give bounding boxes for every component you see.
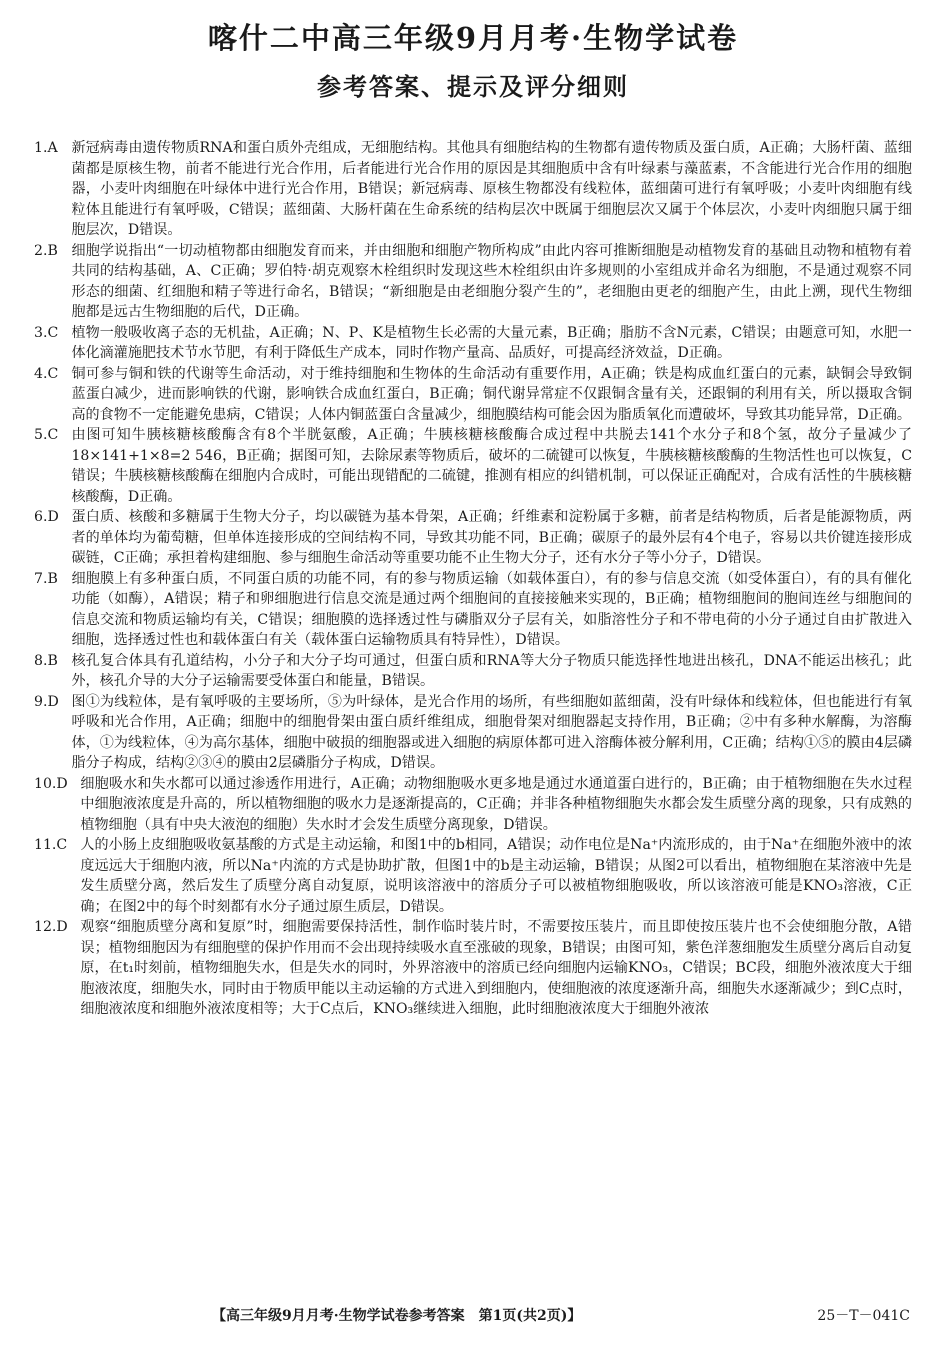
answer-item <box>34 507 912 569</box>
answer-choice: C <box>56 837 68 853</box>
answer-number: 3. <box>34 324 48 341</box>
answer-number: 6. <box>34 509 48 525</box>
answer-explanation: 新冠病毒由遗传物质RNA和蛋白质外壳组成，无细胞结构。其他具有细胞结构的生物都有遗传物质及蛋白质，A正确；大肠杆菌、蓝细菌都是原核生物，前者不能进行光合作用，后者能进行光合作用的原因是其细胞质中含有叶绿素与藻蓝素，不含能进行光合作用的细胞器，小麦叶肉细胞在叶绿体中进行光合作用，B错误；新冠病毒、原核生物都没有线粒体，蓝细菌可进行有氧呼吸；小麦叶肉细胞有线粒体且能进行有氧呼吸，C错误；蓝细菌、大肠杆菌在生命系统的结构层次中既属于细胞层次又属于个体层次，小麦叶肉细胞只属于细胞层次，D错误。 <box>71 140 912 238</box>
answer-number: 5. <box>34 427 48 443</box>
footer-page-info: 【高三年级9月月考·生物学试卷参考答案 第1页(共2页)】 <box>212 1308 582 1324</box>
answer-list <box>34 138 912 1020</box>
answer-choice: C <box>47 427 59 443</box>
answer-item <box>34 692 912 774</box>
answer-number: 7. <box>34 570 48 587</box>
answer-item <box>34 774 912 836</box>
answer-explanation: 细胞膜上有多种蛋白质，不同蛋白质的功能不同，有的参与物质运输（如载体蛋白），有的参与信息交流（如受体蛋白），有的具有催化功能（如酶），A错误；精子和卵细胞进行信息交流是通过两个细胞间的直接接触来实现的，B正确；植物细胞间的胞间连丝与细胞间的信息交流和物质运输均有关，C错误；细胞膜的选择透过性与磷脂双分子层有关，如脂溶性分子和不带电荷的小分子通过自由扩散进入细胞，选择透过性也和载体蛋白有关（载体蛋白运输物质具有特异性），D错误。 <box>71 570 912 648</box>
answer-item <box>34 241 912 323</box>
answer-item <box>34 138 912 241</box>
answer-number: 11. <box>34 837 57 853</box>
answer-number: 1. <box>34 140 48 156</box>
answer-explanation: 细胞学说指出“一切动植物都由细胞发育而来，并由细胞和细胞产物所构成”由此内容可推断细胞是动植物发育的基础且动物和植物有着共同的结构基础，A、C正确；罗伯特·胡克观察木栓组织时发现这些木栓组织由许多规则的小室组成并命名为细胞，不是通过观察不同形态的细菌、红细胞和精子等进行命名，B错误；“新细胞是由老细胞分裂产生的”，老细胞由更老的细胞产生，由此上溯，现代生物细胞都是远古生物细胞的后代，D正确。 <box>71 242 912 320</box>
answer-explanation: 图①为线粒体，是有氧呼吸的主要场所，⑤为叶绿体，是光合作用的场所，有些细胞如蓝细菌，没有叶绿体和线粒体，但也能进行有氧呼吸和光合作用，A正确；细胞中的细胞骨架由蛋白质纤维组成，细胞骨架对细胞器起支持作用，B正确；②中有多种水解酶，为溶酶体，①为线粒体，④为高尔基体，细胞中破损的细胞器或进入细胞的病原体都可进入溶酶体被分解利用，C正确；结构①⑤的膜由4层磷脂分子构成，结构②③④的膜由2层磷脂分子构成，D错误。 <box>71 693 912 771</box>
answer-explanation: 铜可参与铜和铁的代谢等生命活动，对于维持细胞和生物体的生命活动有重要作用，A正确；铁是构成血红蛋白的元素，缺铜会导致铜蓝蛋白减少，进而影响铁的代谢，影响铁合成血红蛋白，B正确；铜代谢异常症不仅跟铜含量有关，还跟铜的利用有关，所以摄取含铜高的食物不一定能避免患病，C错误；人体内铜蓝蛋白含量减少，细胞膜结构可能会因为脂质氧化而遭破坏，导致其功能异常，D正确。 <box>71 365 912 423</box>
answer-choice: D <box>47 509 59 525</box>
answer-number: 12. <box>34 919 57 935</box>
answer-choice: D <box>56 919 68 935</box>
answer-item <box>34 364 912 426</box>
answer-number: 10. <box>34 775 57 792</box>
answer-choice: D <box>47 693 59 710</box>
answer-number: 8. <box>34 652 48 669</box>
answer-item <box>34 569 912 651</box>
answer-explanation: 人的小肠上皮细胞吸收氨基酸的方式是主动运输，和图1中的b相同，A错误；动作电位是Na⁺内流形成的，由于Na⁺在细胞外液中的浓度远远大于细胞内液，所以Na⁺内流的方式是协助扩散，但图1中的b是主动运输，B错误；从图2可以看出，植物细胞在某溶液中先是发生质壁分离，然后发生了质壁分离自动复原，说明该溶液中的溶质分子可以被植物细胞吸收，所以该溶液可能是KNO₃溶液，C正确；在图2中的每个时刻都有水分子通过原生质层，D错误。 <box>80 837 912 915</box>
answer-explanation: 细胞吸水和失水都可以通过渗透作用进行，A正确；动物细胞吸水更多地是通过水通道蛋白进行的，B正确；由于植物细胞在失水过程中细胞液浓度是升高的，所以植物细胞的吸水力是逐渐提高的，C正确；并非各种植物细胞失水都会发生质壁分离的现象，只有成熟的植物细胞（具有中央大液泡的细胞）失水时才会发生质壁分离现象，D错误。 <box>80 775 912 833</box>
answer-choice: A <box>47 140 58 156</box>
answer-item <box>34 323 912 364</box>
answer-explanation: 由图可知牛胰核糖核酸酶含有8个半胱氨酸，A正确；牛胰核糖核酸酶合成过程中共脱去141个水分子和8个氢，故分子量减少了18×141+1×8=2 546，B正确；据图可知，去除尿素等物质后，破坏的二硫键可以恢复，牛胰核糖核酸酶的生物活性也可以恢复，C错误；牛胰核糖核酸酶在细胞内合成时，可能出现错配的二硫键，推测有相应的纠错机制，可以保证正确配对，合成有活性的牛胰核糖核酸酶，D正确。 <box>71 427 912 505</box>
answer-item <box>34 425 912 507</box>
answer-item <box>34 835 912 917</box>
footer-code: 25－T－041C <box>817 1308 910 1324</box>
answer-choice: B <box>47 652 58 669</box>
answer-item <box>34 651 912 692</box>
answer-explanation: 蛋白质、核酸和多糖属于生物大分子，均以碳链为基本骨架，A正确；纤维素和淀粉属于多糖，前者是结构物质，后者是能源物质，两者的单体均为葡萄糖，但单体连接形成的空间结构不同，导致其功能不同，B正确；碳原子的最外层有4个电子，容易以共价键连接形成碳链，C正确；承担着构建细胞、参与细胞生命活动等重要功能不止生物大分子，还有水分子等小分子，D错误。 <box>71 509 912 566</box>
answer-explanation: 观察“细胞质壁分离和复原”时，细胞需要保持活性，制作临时装片时，不需要按压装片，而且即使按压装片也不会使细胞分散，A错误；植物细胞因为有细胞壁的保护作用而不会出现持续吸水直至涨破的现象，B错误；由图可知，紫色洋葱细胞发生质壁分离后自动复原，在t₁时刻前，植物细胞失水，但是失水的同时，外界溶液中的溶质已经向细胞内运输KNO₃，C错误；BC段，细胞外液浓度大于细胞液浓度，细胞失水，同时由于物质甲能以主动运输的方式进入到细胞内，使细胞液的浓度逐渐升高，细胞失水逐渐减少；到C点时，细胞液浓度和细胞外液浓度相等；大于C点后，KNO₃继续进入细胞，此时细胞液浓度大于细胞外液浓 <box>80 919 912 1017</box>
document-title: 喀什二中高三年级9月月考·生物学试卷 <box>207 21 739 55</box>
answer-choice: B <box>47 242 58 259</box>
answer-explanation: 植物一般吸收离子态的无机盐，A正确；N、P、K是植物生长必需的大量元素，B正确；脂肪不含N元素，C错误；由题意可知，水肥一体化滴灌施肥技术节水节肥，有利于降低生产成本，同时作物产量高、品质好，可提高经济效益，D正确。 <box>71 324 912 361</box>
answer-number: 9. <box>34 693 48 710</box>
document-subtitle: 参考答案、提示及评分细则 <box>317 72 629 101</box>
answer-choice: C <box>47 365 59 382</box>
answer-explanation: 核孔复合体具有孔道结构，小分子和大分子均可通过，但蛋白质和RNA等大分子物质只能选择性地进出核孔，DNA不能运出核孔；此外，核孔介导的大分子运输需要受体蛋白和能量，B错误。 <box>71 652 912 689</box>
answer-item <box>34 917 912 1020</box>
answer-choice: D <box>56 775 68 792</box>
answer-number: 4. <box>34 365 48 382</box>
answer-choice: C <box>47 324 59 341</box>
answer-choice: B <box>47 570 58 587</box>
answer-number: 2. <box>34 242 48 259</box>
